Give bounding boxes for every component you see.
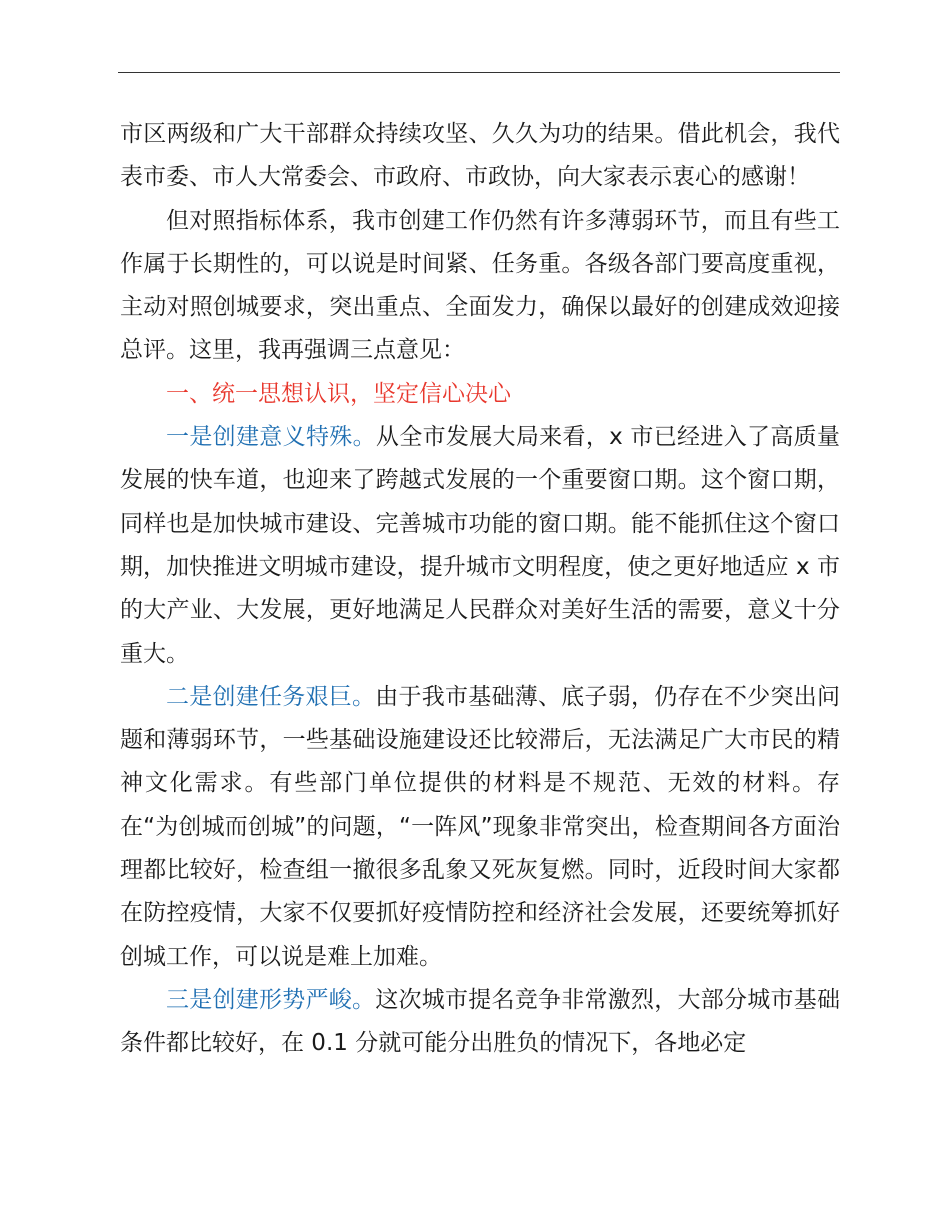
paragraph-point-3 [120,979,840,1066]
paragraph-text: 但对照指标体系，我市创建工作仍然有许多薄弱环节，而且有些工作属于长期性的，可以说是时间紧、任务重。各级各部门要高度重视，主动对照创城要求，突出重点、全面发力，确保以最好的创建成效迎接总评。这里，我再强调三点意见： [120,207,840,364]
paragraph-text: 从全市发展大局来看，x 市已经进入了高质量发展的快车道，也迎来了跨越式发展的一个重要窗口期。这个窗口期，同样也是加快城市建设、完善城市功能的窗口期。能不能抓住这个窗口期，加快推进文明城市建设，提升城市文明程度，使之更好地适应 x 市的大产业、大发展，更好地满足人民群众对美好生活的需要，意义十分重大。 [120,424,840,667]
point-lead: 二是创建任务艰巨。 [166,683,376,710]
paragraph-text: 由于我市基础薄、底子弱，仍存在不少突出问题和薄弱环节，一些基础设施建设还比较滞后，无法满足广大市民的精神文化需求。有些部门单位提供的材料是不规范、无效的材料。存在“为创城而创城”的问题，“一阵风”现象非常突出，检查期间各方面治理都比较好，检查组一撤很多乱象又死灰复燃。同时，近段时间大家都在防控疫情，大家不仅要抓好疫情防控和经济社会发展，还要统筹抓好创城工作，可以说是难上加难。 [120,683,840,970]
point-lead: 三是创建形势严峻。 [166,986,376,1013]
section-heading-text: 一、统一思想认识，坚定信心决心 [166,380,511,407]
paragraph-point-1 [120,416,840,676]
paragraph-thanks [120,113,840,200]
document-body [120,113,840,1066]
paragraph-text: 市区两级和广大干部群众持续攻坚、久久为功的结果。借此机会，我代表市委、市人大常委会、市政府、市政协，向大家表示衷心的感谢！ [120,121,840,191]
section-heading [120,373,840,416]
paragraph-weaknesses [120,200,840,373]
point-lead: 一是创建意义特殊。 [166,424,376,451]
paragraph-text: 这次城市提名竞争非常激烈，大部分城市基础条件都比较好，在 0.1 分就可能分出胜负的情况下，各地必定 [120,986,840,1057]
paragraph-point-2 [120,676,840,979]
header-rule [118,72,840,73]
